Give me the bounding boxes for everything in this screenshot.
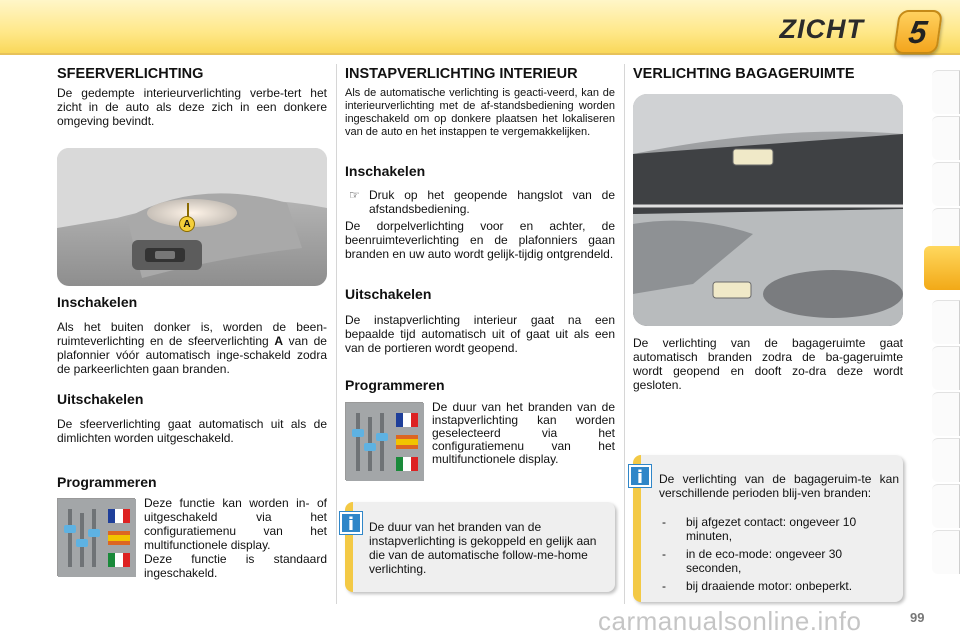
inschakelen-bullet-text: Druk op het geopende hangslot van de afstandsbediening. xyxy=(369,188,615,216)
marker-a-label: A xyxy=(179,216,195,232)
inschakelen-text-part-b: van de plafonnier vóór automatisch inge-schakeld zodra de parkeerlichten gaan branden. xyxy=(57,334,327,376)
list-item-text: bij afgezet contact: ongeveer 10 minuten, xyxy=(686,515,857,543)
uitschakelen-title-col1: Uitschakelen xyxy=(57,391,144,407)
info-icon: i xyxy=(629,465,651,487)
uitschakelen-text-col2: De instapverlichting interieur gaat na een bepaalde tijd automatisch uit of gaat uit als een van de portieren wordt geopend. xyxy=(345,313,615,355)
column-divider xyxy=(336,64,337,604)
instapverlichting-intro: Als de automatische verlichting is geacti-veerd, kan de interieurverlichting met de af-standsbediening worden ingeschakeld om op donkere plaatsen het lokaliseren van de auto en het instappen te vergemakkelijken. xyxy=(345,87,615,138)
configuration-menu-illustration xyxy=(345,402,423,480)
chapter-title: ZICHT xyxy=(779,14,864,44)
page-number: 99 xyxy=(910,610,925,625)
programmeren-text-col2: De duur van het branden van de instapverlichting kan worden geselecteerd via het configuratiemenu van het multifunctionele display. xyxy=(432,400,615,466)
chapter-number-badge xyxy=(893,10,943,54)
ceiling-light-photo xyxy=(57,148,327,286)
chapter-tab[interactable] xyxy=(932,70,960,114)
section-title-sfeerverlichting: SFEERVERLICHTING xyxy=(57,66,204,82)
pointing-hand-icon: ☞ xyxy=(349,188,360,202)
info-list-item xyxy=(659,547,899,575)
marker-a-pointer xyxy=(187,203,189,217)
info-list-item xyxy=(659,579,899,593)
inschakelen-title-col1: Inschakelen xyxy=(57,294,138,310)
chapter-tab[interactable] xyxy=(932,392,960,436)
chapter-tab-strip xyxy=(928,70,960,580)
programmeren-text2-col1: Deze functie is standaard ingeschakeld. xyxy=(144,552,327,580)
chapter-tab[interactable] xyxy=(932,484,960,528)
info-intro-bagageruimte: De verlichting van de bagageruim-te kan verschillende perioden blij-ven branden: xyxy=(659,472,899,500)
chapter-tab[interactable] xyxy=(932,162,960,206)
chapter-number: 5 xyxy=(906,13,930,50)
bagageruimte-text: De verlichting van de bagageruimte gaat automatisch branden zodra de ba-gageruimte wordt geopend en dooft zo-dra deze wordt gesloten. xyxy=(633,336,903,392)
list-item-text: in de eco-mode: ongeveer 30 seconden, xyxy=(686,547,843,575)
chapter-tab[interactable] xyxy=(932,438,960,482)
chapter-tab[interactable] xyxy=(932,300,960,344)
programmeren-title-col1: Programmeren xyxy=(57,474,157,490)
inschakelen-text-col2: De dorpelverlichting voor en achter, de beenruimteverlichting en de plafonniers gaan branden en uw auto wordt gelijk-tijdig ontgrendeld. xyxy=(345,219,615,261)
list-dash: - xyxy=(662,579,666,593)
list-item-text: bij draaiende motor: onbeperkt. xyxy=(686,579,853,593)
chapter-tab[interactable] xyxy=(932,346,960,390)
inschakelen-text-col1 xyxy=(57,320,327,376)
info-box-bagageruimte xyxy=(633,455,903,602)
section-title-instapverlichting: INSTAPVERLICHTING INTERIEUR xyxy=(345,66,578,82)
watermark: carmanualsonline.info xyxy=(598,606,862,636)
section-title-bagageruimte: VERLICHTING BAGAGERUIMTE xyxy=(633,66,855,82)
chapter-tab[interactable] xyxy=(932,530,960,574)
inschakelen-title-col2: Inschakelen xyxy=(345,163,426,179)
inschakelen-text-part-a: Als het buiten donker is, worden de been-ruimteverlichting en de sfeerverlichting xyxy=(57,320,327,348)
configuration-menu-illustration xyxy=(57,498,135,576)
info-box-instapverlichting xyxy=(345,502,615,592)
info-text-instapverlichting: De duur van het branden van de instapverlichting is gekoppeld en gelijk aan die van de automatische follow-me-home verlichting. xyxy=(369,520,597,576)
programmeren-text1-col1: Deze functie kan worden in- of uitgeschakeld via het configuratiemenu van het multifunctionele display. xyxy=(144,496,327,552)
info-list-bagageruimte xyxy=(659,515,899,593)
trunk-light-photo xyxy=(633,94,903,326)
inschakelen-bullet xyxy=(349,188,615,216)
sfeerverlichting-intro: De gedempte interieurverlichting verbe-tert het zicht in de auto als deze zich in een donkere omgeving bevindt. xyxy=(57,86,327,128)
uitschakelen-title-col2: Uitschakelen xyxy=(345,286,432,302)
uitschakelen-text-col1: De sfeerverlichting gaat automatisch uit als de dimlichten worden uitgeschakeld. xyxy=(57,417,327,445)
column-divider xyxy=(624,64,625,604)
info-list-item xyxy=(659,515,899,543)
info-icon: i xyxy=(340,512,362,534)
inschakelen-text-bold: A xyxy=(274,334,283,348)
list-dash: - xyxy=(662,515,666,529)
chapter-tab[interactable] xyxy=(932,116,960,160)
list-dash: - xyxy=(662,547,666,561)
chapter-tab-active[interactable] xyxy=(924,246,960,290)
programmeren-title-col2: Programmeren xyxy=(345,377,445,393)
